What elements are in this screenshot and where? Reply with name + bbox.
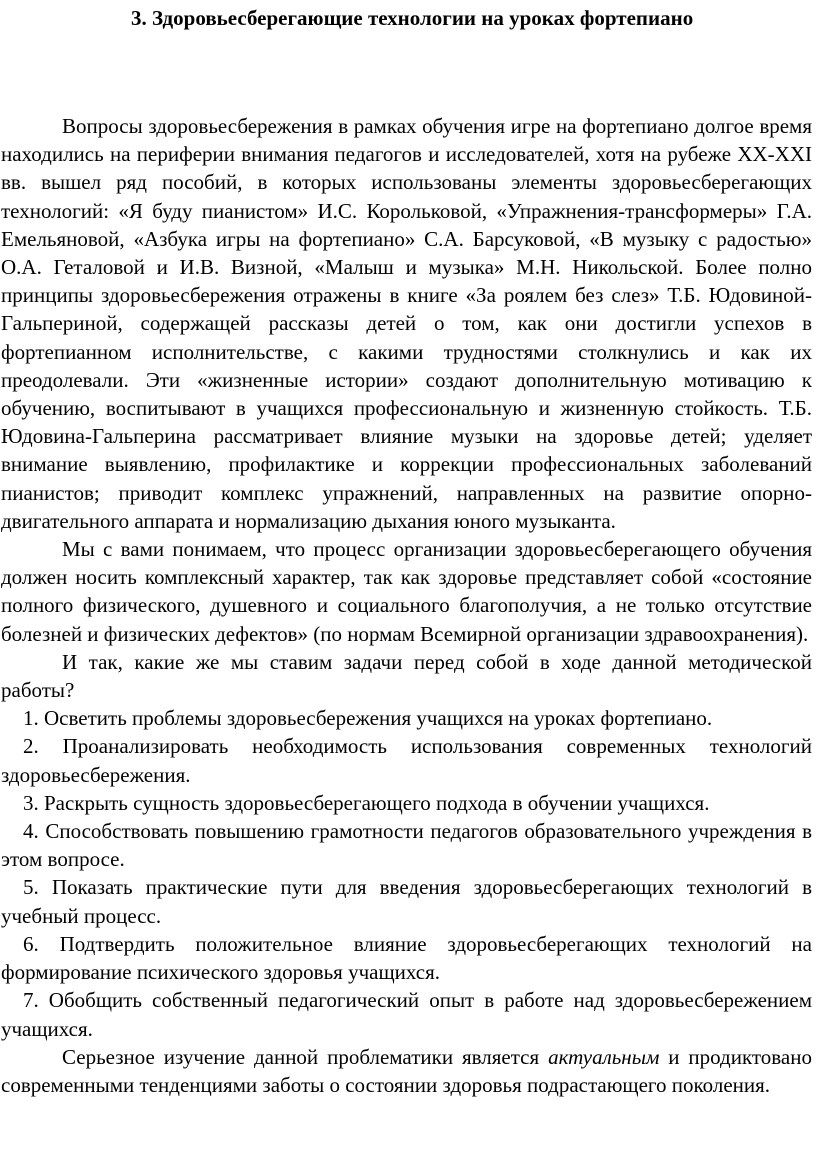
tasks-list — [1, 704, 812, 1042]
list-item: 1. Осветить проблемы здоровьесбережения учащихся на уроках фортепиано. — [23, 706, 713, 731]
list-item: 4. Способствовать повышению грамотности педагогов образовательного учреждения в этом вопросе. — [1, 819, 812, 872]
relevance-text-end: и продиктовано современными тенденциями заботы о состоянии здоровья подрастающего поколения. — [1, 1044, 812, 1097]
paragraph-complex-approach: Мы с вами понимаем, что процесс организации здоровьесберегающего обучения должен носить комплексный характер, так как здоровье представляет собой «состояние полного физического, душевного и социального благополучия, а не только отсутствие болезней и физических дефектов» (по нормам Всемирной организации здравоохранения). — [1, 537, 812, 646]
list-item: 6. Подтвердить положительное влияние здоровьесберегающих технологий на формирование психического здоровья учащихся. — [1, 931, 812, 985]
paragraph-tasks-question: И так, какие же мы ставим задачи перед собой в ходе данной методической работы? — [1, 649, 812, 703]
list-item: 3. Раскрыть сущность здоровьесберегающего подхода в обучении учащихся. — [23, 790, 710, 815]
list-item: 5. Показать практические пути для введения здоровьесберегающих технологий в учебный процесс. — [1, 875, 812, 928]
list-item: 7. Обобщить собственный педагогический опыт в работе над здоровьесбережением учащихся. — [1, 988, 812, 1041]
list-item: 2. Проанализировать необходимость использования современных технологий здоровьесбережения. — [1, 734, 812, 787]
section-title: 3. Здоровьесберегающие технологии на уроках фортепиано — [131, 6, 694, 30]
paragraph-relevance — [1, 1043, 812, 1099]
relevance-emphasis: актуальным — [548, 1044, 660, 1069]
relevance-text-start: Серьезное изучение данной проблематики является — [62, 1044, 549, 1069]
document-body — [1, 112, 812, 1099]
paragraph-intro: Вопросы здоровьесбережения в рамках обучения игре на фортепиано долгое время находились на периферии внимания педагогов и исследователей, хотя на рубеже XX-XXI вв. вышел ряд пособий, в которых использованы элементы здоровьесберегающих технологий: «Я буду пианистом» И.С. Корольковой, «Упражнения-трансформеры» Г.А. Емельяновой, «Азбука игры на фортепиано» С.А. Барсуковой, «В музыку с радостью» О.А. Геталовой и И.В. Визной, «Малыш и музыка» М.Н. Никольской. Более полно принципы здоровьесбережения отражены в книге «За роялем без слез» Т.Б. Юдовиной-Гальпериной, содержащей рассказы детей о том, как они достигли успехов в фортепианном исполнительстве, с какими трудностями столкнулись и как их преодолевали. Эти «жизненные истории» создают дополнительную мотивацию к обучению, воспитывают в учащихся профессиональную и жизненную стойкость. Т.Б. Юдовина-Гальперина рассматривает влияние музыки на здоровье детей; уделяет внимание выявлению, профилактике и коррекции профессиональных заболеваний пианистов; приводит комплекс упражнений, направленных на развитие опорно-двигательного аппарата и нормализацию дыхания юного музыканта. — [1, 114, 812, 533]
